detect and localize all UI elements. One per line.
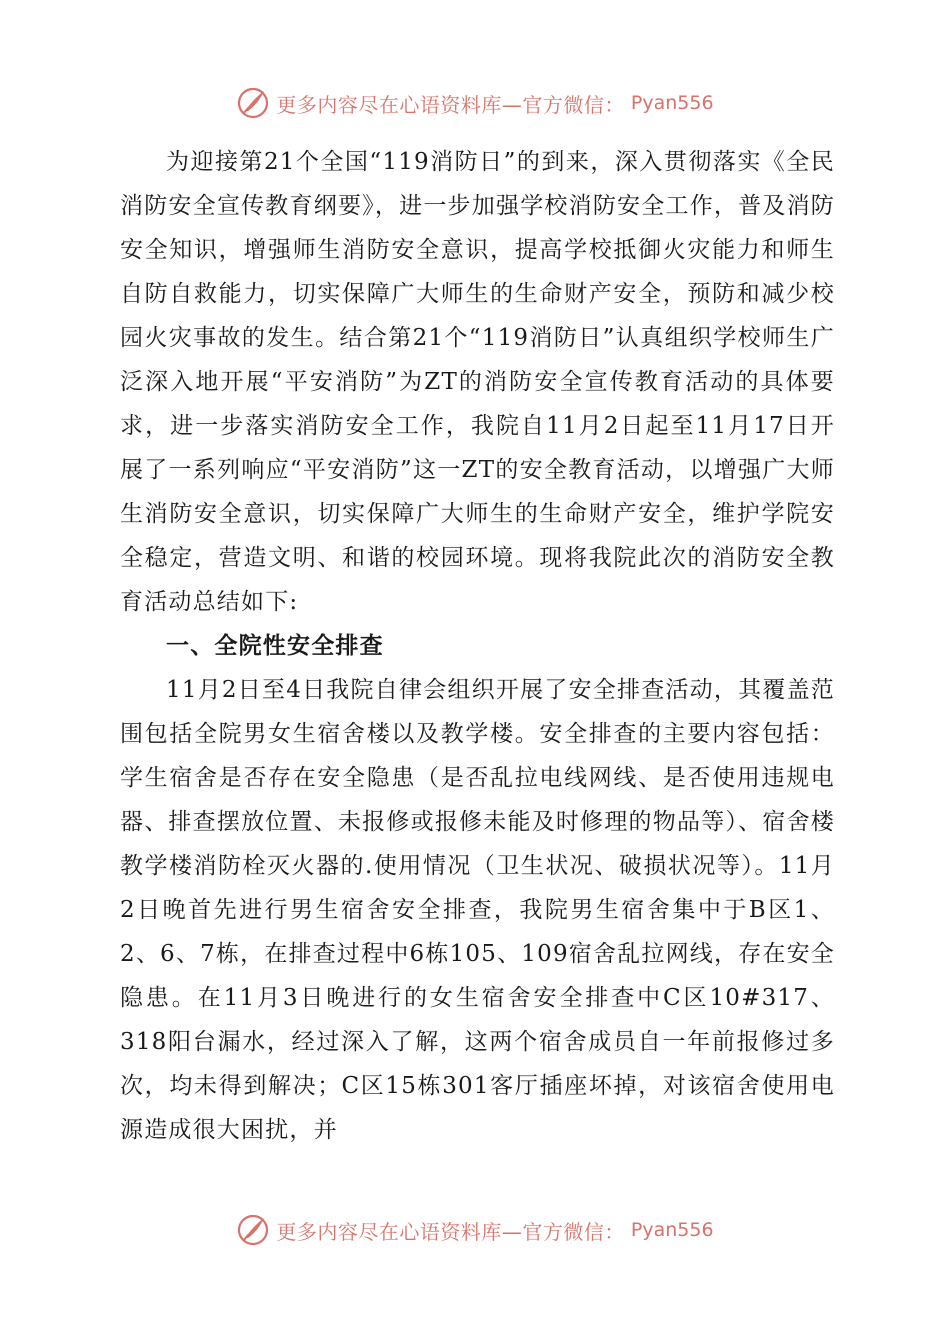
watermark-wechat-id: Pyan556: [630, 92, 714, 114]
section-1-heading: 一、全院性安全排查: [166, 633, 384, 659]
quill-pen-logo: [236, 1213, 270, 1247]
watermark-banner-bottom: [0, 1210, 950, 1250]
watermark-wechat-id: Pyan556: [630, 1219, 714, 1241]
quill-pen-logo: [236, 86, 270, 120]
watermark-text: 更多内容尽在心语资料库—官方微信：: [276, 1219, 625, 1244]
watermark-banner-top: [0, 83, 950, 123]
watermark-text: 更多内容尽在心语资料库—官方微信：: [276, 92, 625, 117]
intro-paragraph: 为迎接第21个全国“119消防日”的到来，深入贯彻落实《全民消防安全宣传教育纲要》，进一步加强学校消防安全工作，普及消防安全知识，增强师生消防安全意识，提高学校抵御火灾能力和师生自防自救能力，切实保障广大师生的生命财产安全，预防和减少校园火灾事故的发生。结合第21个“119消防日”认真组织学校师生广泛深入地开展“平安消防”为ZT的消防安全宣传教育活动的具体要求，进一步落实消防安全工作，我院自11月2日起至11月17日开展了一系列响应“平安消防”这一ZT的安全教育活动，以增强广大师生消防安全意识，切实保障广大师生的生命财产安全，维护学院安全稳定，营造文明、和谐的校园环境。现将我院此次的消防安全教育活动总结如下:: [120, 149, 835, 615]
document-body: [120, 140, 835, 1152]
section-1-paragraph: 11月2日至4日我院自律会组织开展了安全排查活动，其覆盖范围包括全院男女生宿舍楼以及教学楼。安全排查的主要内容包括：学生宿舍是否存在安全隐患（是否乱拉电线网线、是否使用违规电器、排查摆放位置、未报修或报修未能及时修理的物品等）、宿舍楼教学楼消防栓灭火器的.使用情况（卫生状况、破损状况等）。11月2日晚首先进行男生宿舍安全排查，我院男生宿舍集中于B区1、2、6、7栋，在排查过程中6栋105、109宿舍乱拉网线，存在安全隐患。在11月3日晚进行的女生宿舍安全排查中C区10#317、318阳台漏水，经过深入了解，这两个宿舍成员自一年前报修过多次，均未得到解决；C区15栋301客厅插座坏掉，对该宿舍使用电源造成很大困扰，并: [120, 677, 835, 1143]
